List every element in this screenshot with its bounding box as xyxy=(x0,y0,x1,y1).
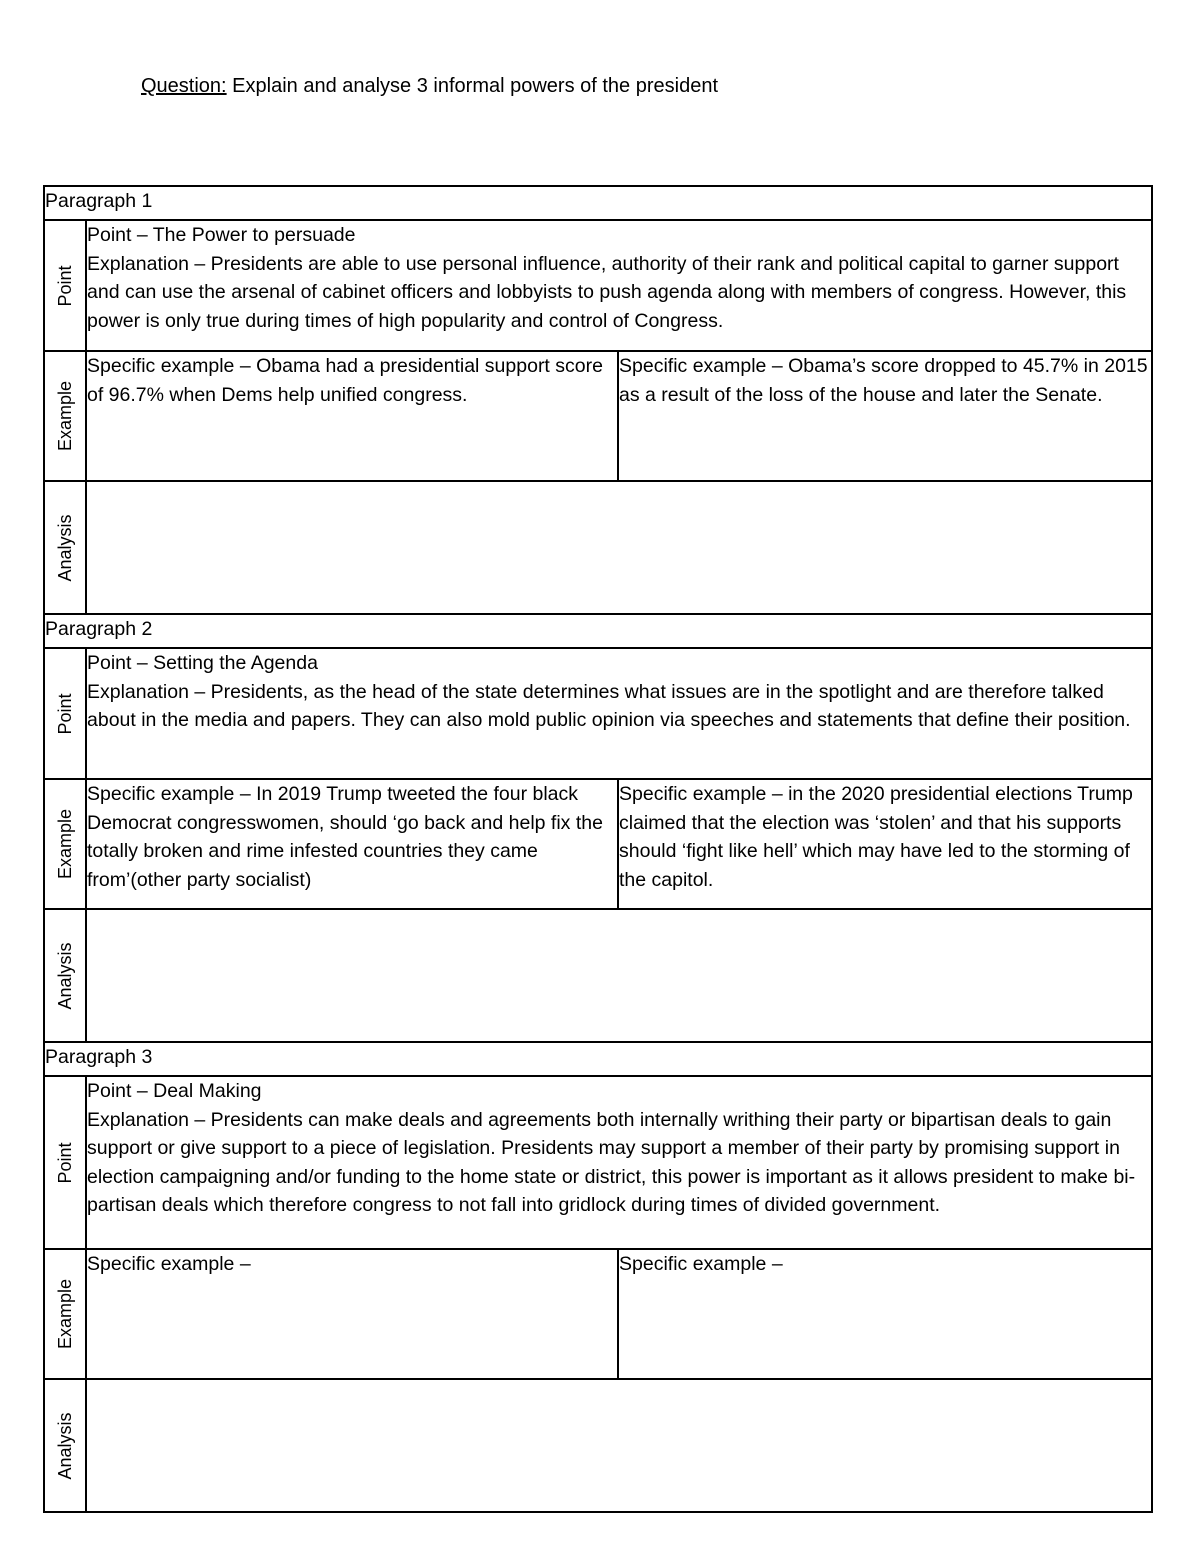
paragraph-1-point-cell[interactable] xyxy=(86,220,1152,351)
example-side-label: Example xyxy=(55,808,75,880)
analysis-side-cell xyxy=(44,909,86,1042)
point-side-cell xyxy=(44,648,86,779)
paragraph-3-header-row xyxy=(44,1042,1152,1076)
point-side-label: Point xyxy=(55,692,75,735)
paragraph-2-example-right[interactable]: Specific example – in the 2020 presidential elections Trump claimed that the election was ‘stolen’ and that his supports should ‘fight like hell’ which may have led to the storming of the capitol. xyxy=(618,779,1152,909)
paragraph-3-example-right[interactable]: Specific example – xyxy=(618,1249,1152,1379)
point-side-label: Point xyxy=(55,264,75,307)
paragraph-1-example-right[interactable]: Specific example – Obama’s score dropped to 45.7% in 2015 as a result of the loss of the house and later the Senate. xyxy=(618,351,1152,481)
paragraph-3-analysis-row xyxy=(44,1379,1152,1512)
paragraph-1-analysis-row xyxy=(44,481,1152,614)
essay-plan-table xyxy=(43,185,1153,1513)
analysis-side-cell xyxy=(44,1379,86,1512)
paragraph-2-analysis-row xyxy=(44,909,1152,1042)
analysis-side-label: Analysis xyxy=(55,513,75,582)
example-side-cell xyxy=(44,779,86,909)
paragraph-2-point-row xyxy=(44,648,1152,779)
paragraph-1-heading: Paragraph 1 xyxy=(44,186,1152,220)
paragraph-1-analysis-cell[interactable] xyxy=(86,481,1152,614)
paragraph-3-example-left[interactable]: Specific example – xyxy=(86,1249,618,1379)
paragraph-2-explanation: Explanation – Presidents, as the head of the state determines what issues are in the spotlight and are therefore talked about in the media and papers. They can also mold public opinion via speeches and statements that define their position. xyxy=(87,680,1131,732)
question-text: Explain and analyse 3 informal powers of the president xyxy=(226,75,719,97)
point-side-cell xyxy=(44,220,86,351)
question-line xyxy=(141,74,718,98)
paragraph-2-header-row xyxy=(44,614,1152,648)
question-label: Question: xyxy=(141,75,227,97)
paragraph-3-heading: Paragraph 3 xyxy=(44,1042,1152,1076)
paragraph-3-point-cell[interactable] xyxy=(86,1076,1152,1249)
paragraph-3-point: Point – Deal Making xyxy=(87,1080,262,1102)
paragraph-2-example-row xyxy=(44,779,1152,909)
point-side-cell xyxy=(44,1076,86,1249)
paragraph-2-analysis-cell[interactable] xyxy=(86,909,1152,1042)
paragraph-1-point: Point – The Power to persuade xyxy=(87,224,356,246)
paragraph-3-explanation: Explanation – Presidents can make deals and agreements both internally writhing their party or bipartisan deals to gain support or give support to a piece of legislation. Presidents may support a member of their party by promising support in election campaigning and/or funding to the home state or district, this power is important as it allows president to make bi-partisan deals which therefore congress to not fall into gridlock during times of divided government. xyxy=(87,1108,1136,1217)
paragraph-3-point-row xyxy=(44,1076,1152,1249)
analysis-side-label: Analysis xyxy=(55,1411,75,1480)
example-side-label: Example xyxy=(55,1278,75,1350)
paragraph-1-example-left[interactable]: Specific example – Obama had a presidential support score of 96.7% when Dems help unified congress. xyxy=(86,351,618,481)
paragraph-2-point-cell[interactable] xyxy=(86,648,1152,779)
analysis-side-cell xyxy=(44,481,86,614)
paragraph-2-heading: Paragraph 2 xyxy=(44,614,1152,648)
point-side-label: Point xyxy=(55,1141,75,1184)
paragraph-3-example-row xyxy=(44,1249,1152,1379)
example-side-cell xyxy=(44,351,86,481)
paragraph-1-example-row xyxy=(44,351,1152,481)
example-side-cell xyxy=(44,1249,86,1379)
paragraph-2-point: Point – Setting the Agenda xyxy=(87,652,318,674)
paragraph-1-header-row xyxy=(44,186,1152,220)
paragraph-1-explanation: Explanation – Presidents are able to use personal influence, authority of their rank and political capital to garner support and can use the arsenal of cabinet officers and lobbyists to push agenda along with members of congress. However, this power is only true during times of high popularity and control of Congress. xyxy=(87,252,1127,332)
paragraph-3-analysis-cell[interactable] xyxy=(86,1379,1152,1512)
example-side-label: Example xyxy=(55,380,75,452)
paragraph-1-point-row xyxy=(44,220,1152,351)
analysis-side-label: Analysis xyxy=(55,941,75,1010)
paragraph-2-example-left[interactable]: Specific example – In 2019 Trump tweeted the four black Democrat congresswomen, should ‘go back and help fix the totally broken and rime infested countries they came from’(other party socialist) xyxy=(86,779,618,909)
